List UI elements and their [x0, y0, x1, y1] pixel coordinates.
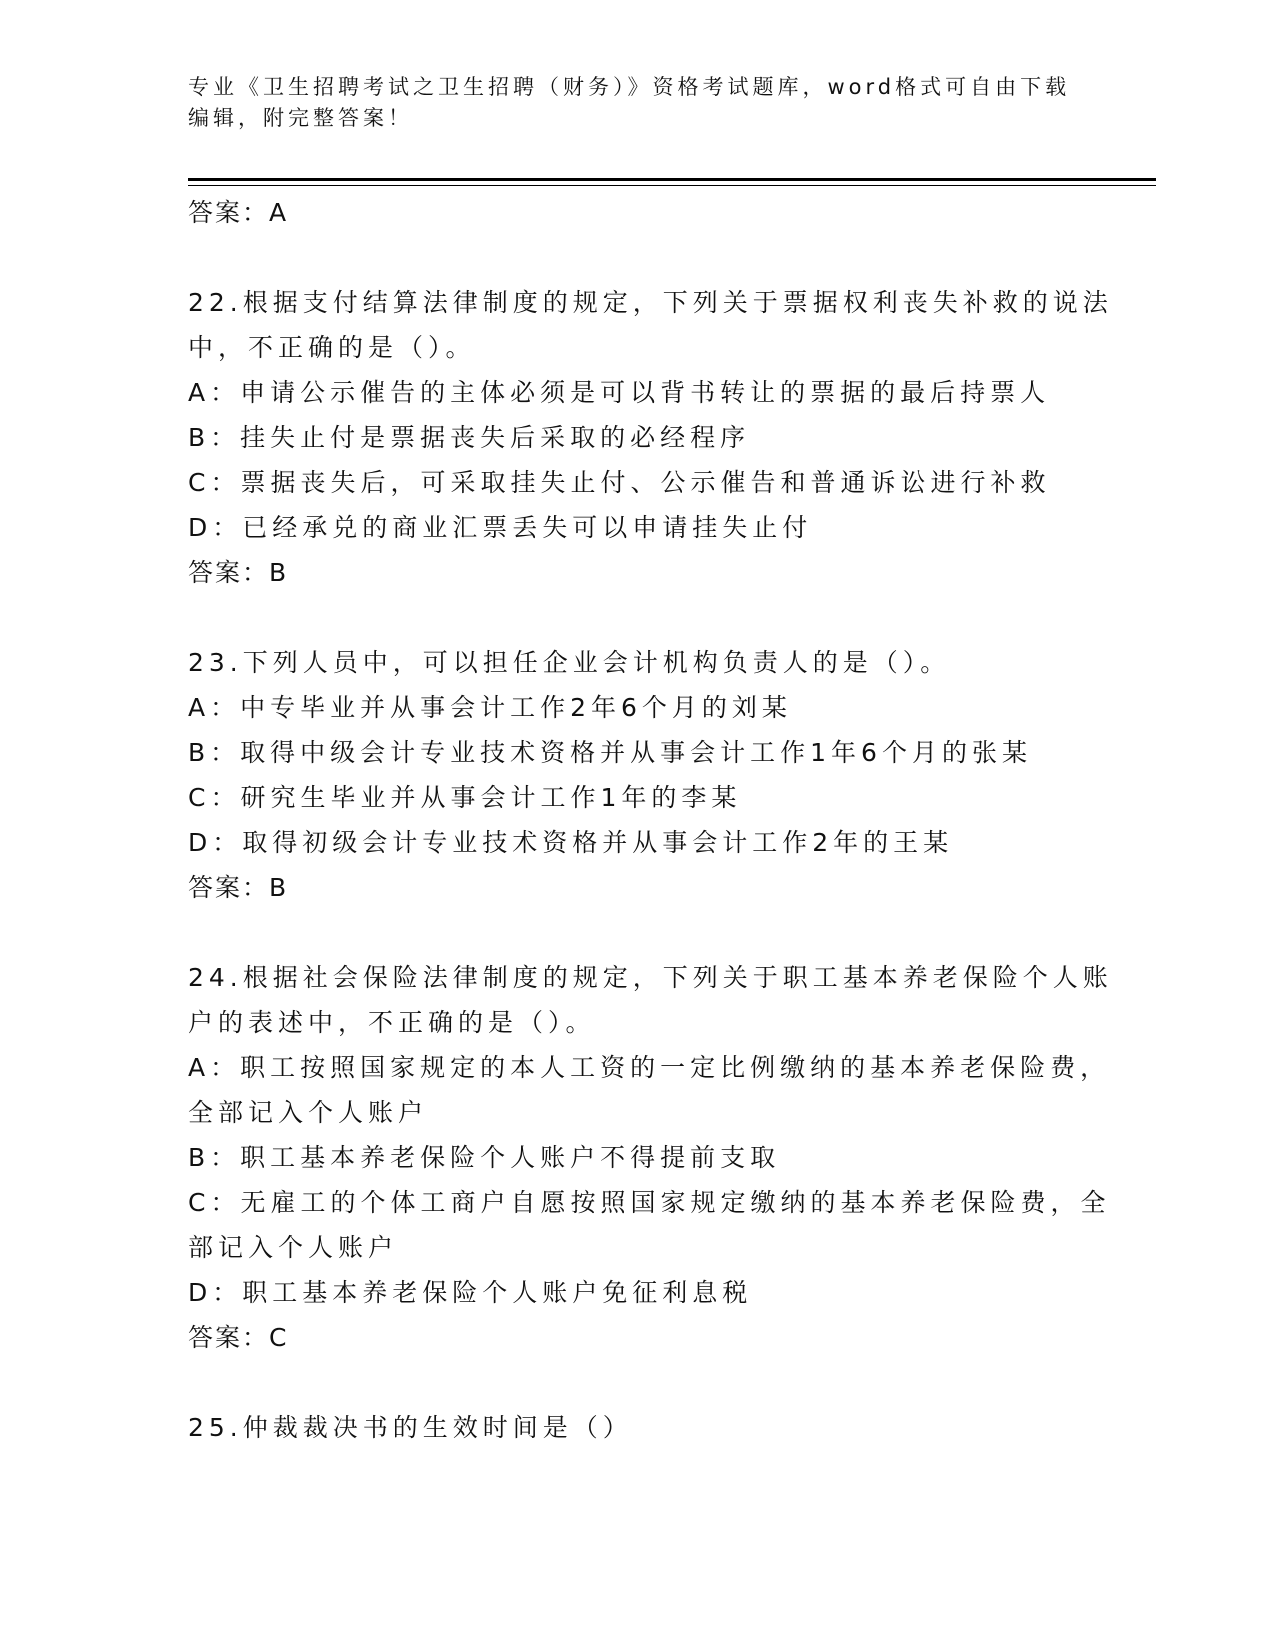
- question-25-stem-line-1: 25.仲裁裁决书的生效时间是（）: [188, 1413, 633, 1442]
- question-23-option-a: A：中专毕业并从事会计工作2年6个月的刘某: [188, 693, 792, 722]
- header-line-1: 专业《卫生招聘考试之卫生招聘（财务）》资格考试题库，word格式可自由下载: [188, 75, 1071, 99]
- question-22-option-d: D：已经承兑的商业汇票丢失可以申请挂失止付: [188, 513, 813, 542]
- spacer: [188, 1360, 1088, 1405]
- question-23-stem-line-1: 23.下列人员中，可以担任企业会计机构负责人的是（）。: [188, 648, 951, 677]
- question-22: [188, 280, 1113, 595]
- spacer: [188, 595, 1088, 640]
- question-22-option-a: A：申请公示催告的主体必须是可以背书转让的票据的最后持票人: [188, 378, 1051, 407]
- question-23-option-b: B：取得中级会计专业技术资格并从事会计工作1年6个月的张某: [188, 738, 1032, 767]
- question-24: [188, 955, 1113, 1360]
- header-line-2: 编辑，附完整答案！: [188, 106, 413, 130]
- spacer: [188, 235, 1088, 280]
- question-list: [188, 190, 1113, 1450]
- question-24-option-b: B：职工基本养老保险个人账户不得提前支取: [188, 1143, 781, 1172]
- question-24-answer: 答案：C: [188, 1323, 289, 1352]
- document-header: [188, 72, 1088, 134]
- question-23-answer: 答案：B: [188, 873, 289, 902]
- question-24-option-c-line-1: C：无雇工的个体工商户自愿按照国家规定缴纳的基本养老保险费，全: [188, 1188, 1111, 1217]
- question-24-stem-line-2: 户的表述中，不正确的是（）。: [188, 1008, 596, 1037]
- header-rule-thin: [188, 185, 1156, 186]
- answer-21: 答案：A: [188, 198, 289, 227]
- question-24-option-a-line-2: 全部记入个人账户: [188, 1098, 429, 1127]
- question-25: [188, 1405, 1088, 1450]
- question-24-stem-line-1: 24.根据社会保险法律制度的规定，下列关于职工基本养老保险个人账: [188, 963, 1113, 992]
- question-23-option-d: D：取得初级会计专业技术资格并从事会计工作2年的王某: [188, 828, 954, 857]
- header-rule-thick: [188, 178, 1156, 181]
- question-24-option-a-line-1: A：职工按照国家规定的本人工资的一定比例缴纳的基本养老保险费，: [188, 1053, 1111, 1082]
- question-22-option-b: B：挂失止付是票据丧失后采取的必经程序: [188, 423, 751, 452]
- question-23-option-c: C：研究生毕业并从事会计工作1年的李某: [188, 783, 742, 812]
- question-22-option-c: C：票据丧失后，可采取挂失止付、公示催告和普通诉讼进行补救: [188, 468, 1051, 497]
- question-22-stem-line-1: 22.根据支付结算法律制度的规定，下列关于票据权利丧失补救的说法: [188, 288, 1113, 317]
- question-22-stem-line-2: 中，不正确的是（）。: [188, 333, 476, 362]
- question-24-option-d: D：职工基本养老保险个人账户免征利息税: [188, 1278, 753, 1307]
- question-24-option-c-line-2: 部记入个人账户: [188, 1233, 399, 1262]
- question-23: [188, 640, 1088, 910]
- question-22-answer: 答案：B: [188, 558, 289, 587]
- spacer: [188, 910, 1088, 955]
